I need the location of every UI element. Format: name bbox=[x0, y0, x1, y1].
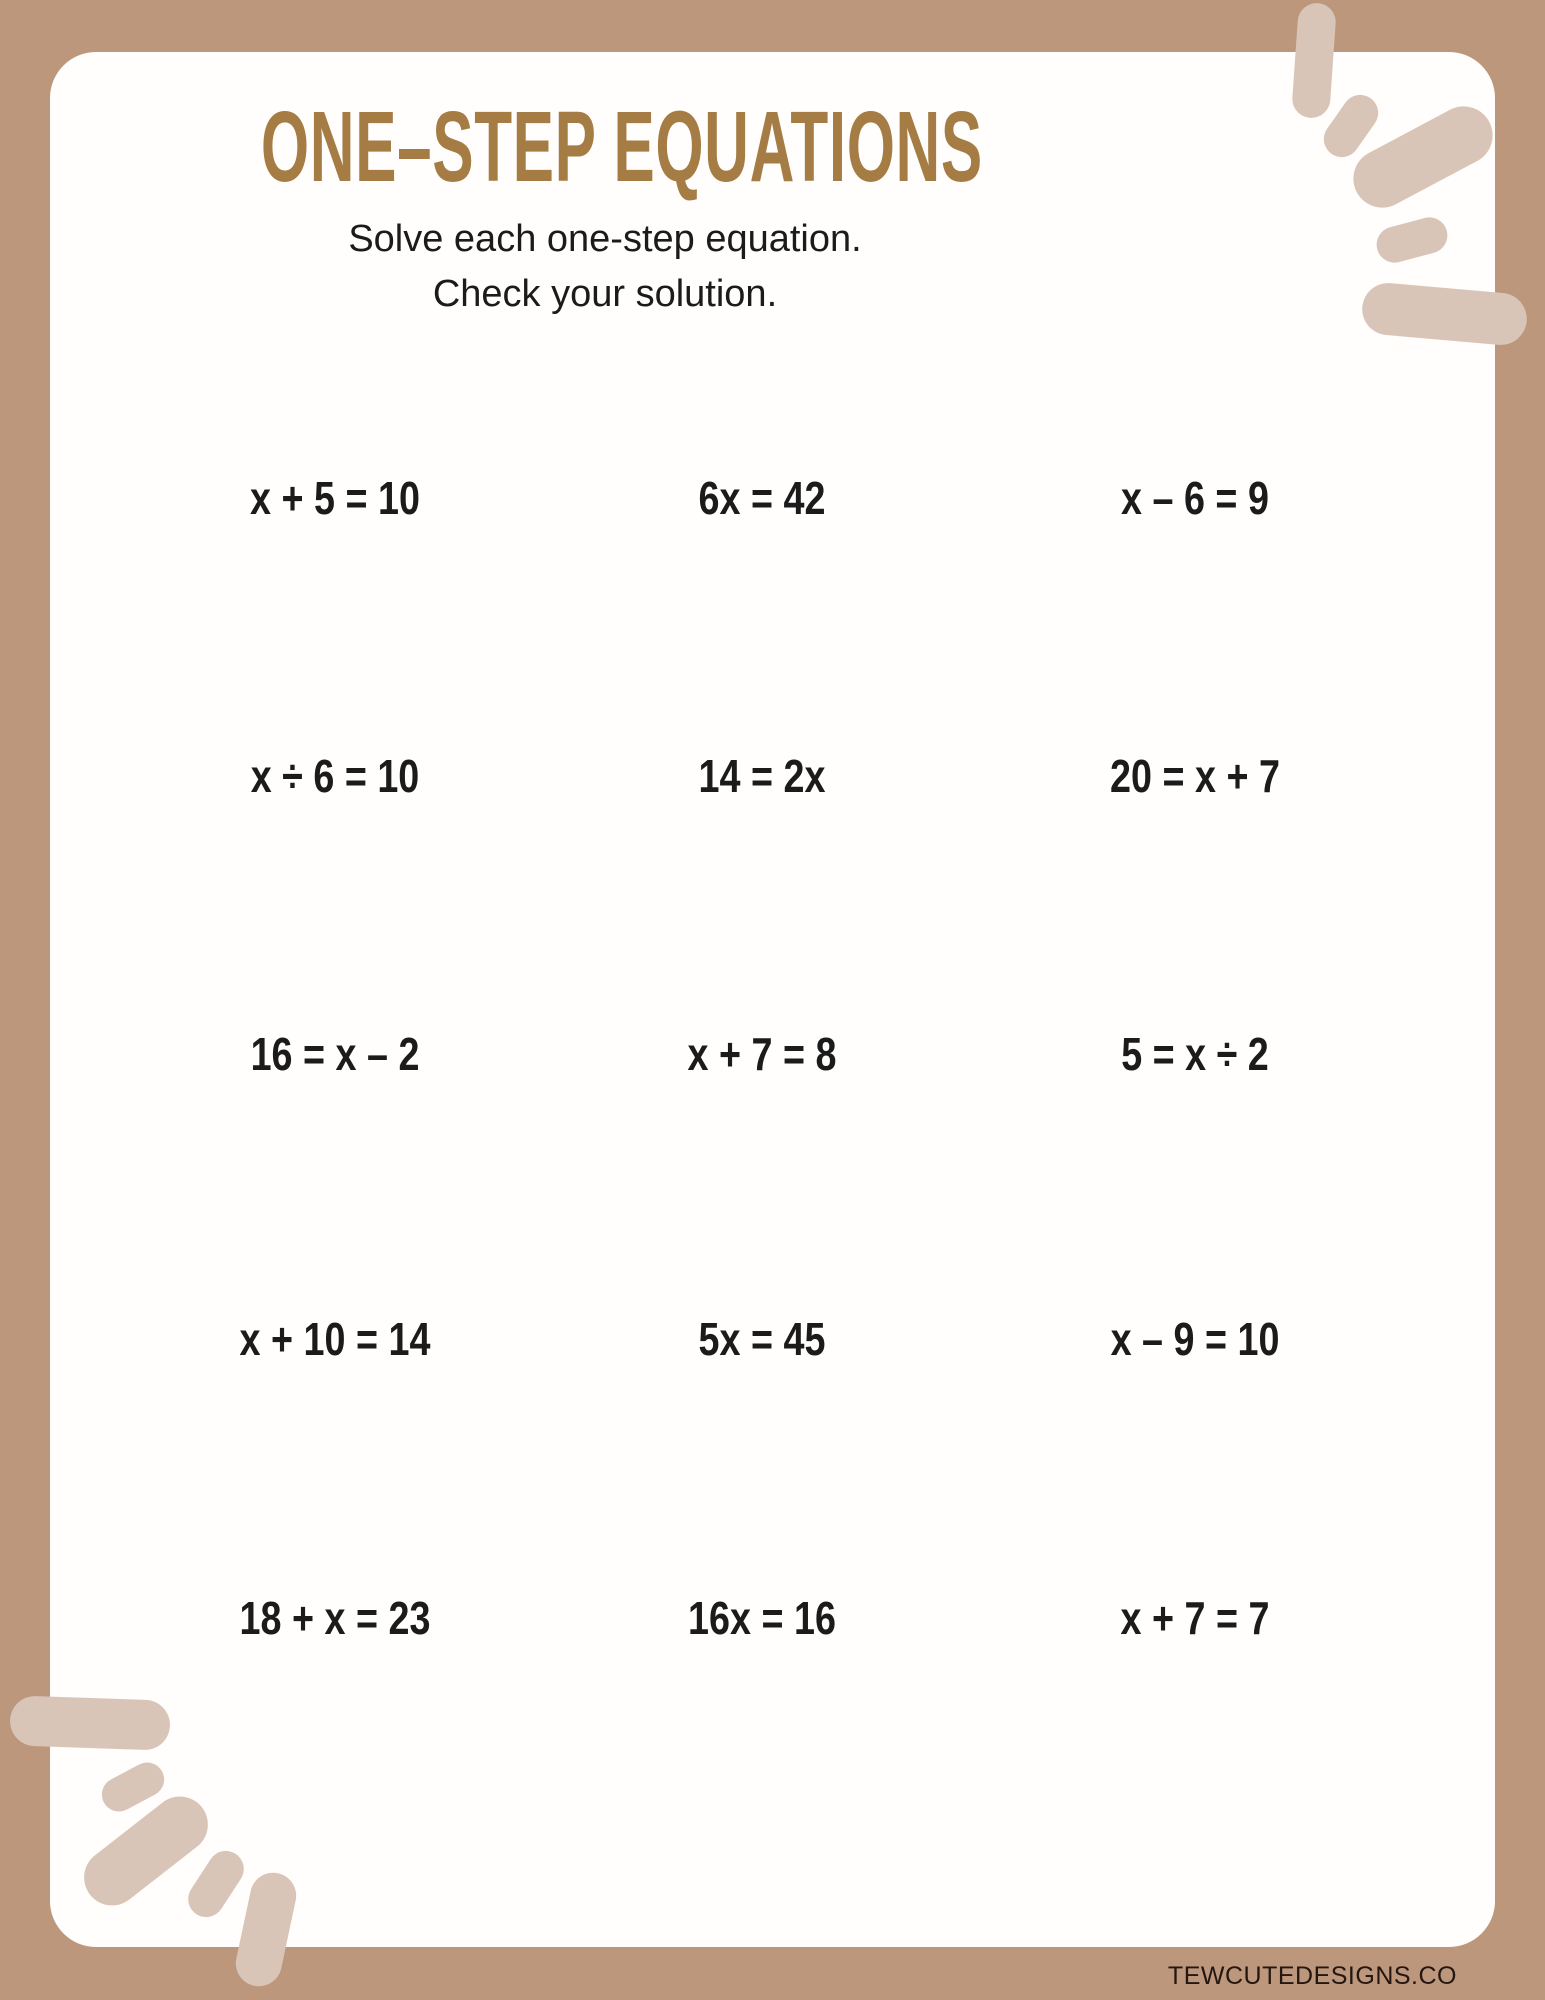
equation-4: x ÷ 6 = 10 bbox=[250, 750, 420, 802]
equation-7: 16 = x – 2 bbox=[250, 1028, 420, 1080]
page-title: ONE–STEP EQUATIONS bbox=[260, 91, 983, 203]
instruction-line-1: Solve each one-step equation. bbox=[348, 218, 862, 260]
footer-credit: TEWCUTEDESIGNS.CO bbox=[1167, 1962, 1457, 1990]
equation-8: x + 7 = 8 bbox=[687, 1028, 837, 1080]
equation-10: x + 10 = 14 bbox=[239, 1313, 431, 1365]
equation-12: x – 9 = 10 bbox=[1110, 1313, 1280, 1365]
equation-14: 16x = 16 bbox=[688, 1592, 836, 1644]
worksheet-card bbox=[50, 52, 1495, 1947]
worksheet-header bbox=[50, 92, 1160, 322]
worksheet-instructions bbox=[50, 212, 1160, 322]
equation-3: x – 6 = 9 bbox=[1121, 472, 1269, 524]
instruction-line-2: Check your solution. bbox=[432, 273, 778, 316]
equation-6: 20 = x + 7 bbox=[1110, 750, 1280, 802]
brush-stroke-icon bbox=[1291, 2, 1337, 119]
equation-9: 5 = x ÷ 2 bbox=[1121, 1028, 1269, 1080]
equation-1: x + 5 = 10 bbox=[250, 472, 420, 524]
equation-13: 18 + x = 23 bbox=[239, 1592, 431, 1644]
equation-5: 14 = 2x bbox=[698, 750, 826, 802]
brush-stroke-icon bbox=[9, 1695, 171, 1751]
equation-2: 6x = 42 bbox=[698, 472, 826, 524]
equation-11: 5x = 45 bbox=[698, 1313, 826, 1365]
equation-15: x + 7 = 7 bbox=[1120, 1592, 1270, 1644]
